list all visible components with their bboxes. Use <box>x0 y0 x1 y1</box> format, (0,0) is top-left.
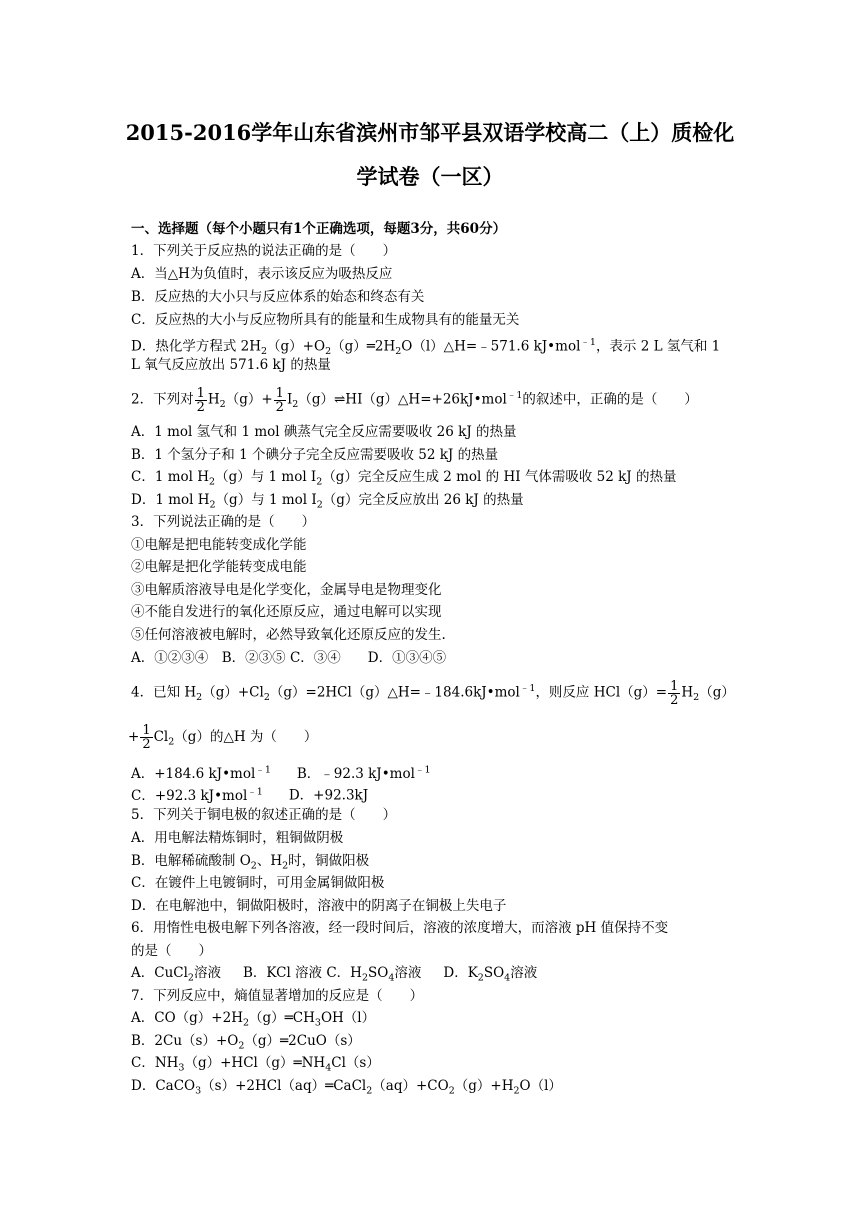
q4-stem-cont: + $\frac{1}{2}$ $Cl_2(g)$的△H 为（ ） <box>128 723 318 752</box>
q6-option-a: A．CuCl$_2$溶液 <box>131 965 221 984</box>
q5-option-b: B．电解稀硫酸制 $O_2$、$H_2$时，铜做阳极 <box>131 853 370 872</box>
q4-option-b: B．﹣92.3 kJ•mol$^{﹣1}$ <box>296 764 431 782</box>
fraction-half: $\frac{1}{2}$ <box>142 723 151 752</box>
fraction-half: $\frac{1}{2}$ <box>275 385 284 415</box>
q6-options <box>131 963 741 989</box>
q1-option-d-cont: L 氧气反应放出 571.6 kJ 的热量 <box>131 357 331 373</box>
q4-options-cd <box>131 782 741 806</box>
q1-option-b: B．反应热的大小只与反应体系的始态和终态有关 <box>131 289 425 305</box>
q3-statement-5: ⑤任何溶液被电解时，必然导致氧化还原反应的发生. <box>131 627 446 643</box>
q1-option-c: C．反应热的大小与反应物所具有的能量和生成物具有的能量无关 <box>131 312 520 328</box>
q3-statement-3: ③电解质溶液导电是化学变化，金属导电是物理变化 <box>131 582 442 598</box>
q2-option-c: C．1 mol $H_2(g)$与 1 mol $I_2(g)$完全反应生成 2 mol 的 HI 气体需吸收 52 kJ 的热量 <box>131 469 677 488</box>
q2-option-b: B．1 个氢分子和 1 个碘分子完全反应需要吸收 52 kJ 的热量 <box>131 447 499 463</box>
q6-option-d: D．$K_2SO_4$溶液 <box>443 965 538 984</box>
q3-stem: 3．下列说法正确的是（ ） <box>131 514 316 530</box>
q7-option-d: D．$CaCO_3(s)+2HCl(aq)═CaCl_2(aq)+CO_2(g)+H_2O(l)$ <box>131 1078 562 1097</box>
q7-option-c: C．$NH_3(g)+HCl(g)═NH_4Cl(s)$ <box>131 1055 380 1074</box>
q5-option-a: A．用电解法精炼铜时，粗铜做阴极 <box>131 830 344 846</box>
q6-option-bc: B．KCl 溶液 C．$H_2SO_4$溶液 <box>242 965 422 984</box>
q2-option-a: A．1 mol 氢气和 1 mol 碘蒸气完全反应需要吸收 26 kJ 的热量 <box>131 424 517 440</box>
q5-option-d: D．在电解池中，铜做阳极时，溶液中的阴离子在铜极上失电子 <box>131 898 507 914</box>
q2-option-d: D．1 mol $H_2(g)$与 1 mol $I_2(g)$完全反应放出 26 kJ 的热量 <box>131 492 524 511</box>
q6-stem-cont: 的是（ ） <box>131 943 212 959</box>
q3-options: A．①②③④ B．②③⑤ C．③④ D．①③④⑤ <box>131 650 447 666</box>
q3-statement-1: ①电解是把电能转变成化学能 <box>131 537 307 553</box>
title-line-1: 2015-2016学年山东省滨州市邹平县双语学校高二（上）质检化 <box>125 120 735 145</box>
section-heading: 一、选择题（每个小题只有1个正确选项，每题3分，共60分） <box>131 221 507 237</box>
q4-option-a: A．+184.6 kJ•mol$^{﹣1}$ <box>131 764 271 782</box>
q4-options-ab <box>131 760 741 784</box>
q3-statement-4: ④不能自发进行的氧化还原反应，通过电解可以实现 <box>131 604 442 620</box>
q1-option-d: D．热化学方程式 $2H_2(g)+O_2(g)═2H_2O(l)\triangle H=﹣571.6$ kJ•mol$^{﹣1}$，表示 2 L 氢气和 1 <box>131 337 721 358</box>
title-line-2: 学试卷（一区） <box>356 164 504 189</box>
q4-stem: 4．已知 $H_2(g)+Cl_2(g)=2HCl(g)\triangle H=﹣184.6kJ•mol^{﹣1}$，则反应 HCl（g）= $\frac{1}{2}$ $H_2(g)$ <box>131 678 735 708</box>
fraction-half: $\frac{1}{2}$ <box>670 678 679 708</box>
q7-stem: 7．下列反应中，熵值显著增加的反应是（ ） <box>131 988 424 1004</box>
q5-stem: 5．下列关于铜电极的叙述正确的是（ ） <box>131 807 397 823</box>
q1-stem: 1．下列关于反应热的说法正确的是（ ） <box>131 243 397 259</box>
q3-statement-2: ②电解是把化学能转变成电能 <box>131 559 307 575</box>
q7-option-a: A．$CO(g)+2H_2(g)═CH_3OH(l)$ <box>131 1010 376 1029</box>
q2-stem: 2．下列对 $\frac{1}{2}$ $H_2(g)+$ $\frac{1}{2}$ $I_2(g)\rightleftharpoons HI(g)\triangle H=+26kJ•mol^{﹣1}$的叙述中，正确的是（ ） <box>131 385 698 415</box>
q5-option-c: C．在镀件上电镀铜时，可用金属铜做阳极 <box>131 875 385 891</box>
q4-option-c: C．+92.3 kJ•mol$^{﹣1}$ <box>131 786 263 804</box>
fraction-half: $\frac{1}{2}$ <box>196 385 205 415</box>
q1-option-a: A．当△H为负值时，表示该反应为吸热反应 <box>131 266 393 282</box>
q7-option-b: B．$2Cu(s)+O_2(g)═2CuO(s)$ <box>131 1033 361 1052</box>
q6-stem: 6．用惰性电极电解下列各溶液，经一段时间后，溶液的浓度增大，而溶液 pH 值保持不变 <box>131 920 669 936</box>
q4-option-d: D．+92.3kJ <box>288 787 369 804</box>
